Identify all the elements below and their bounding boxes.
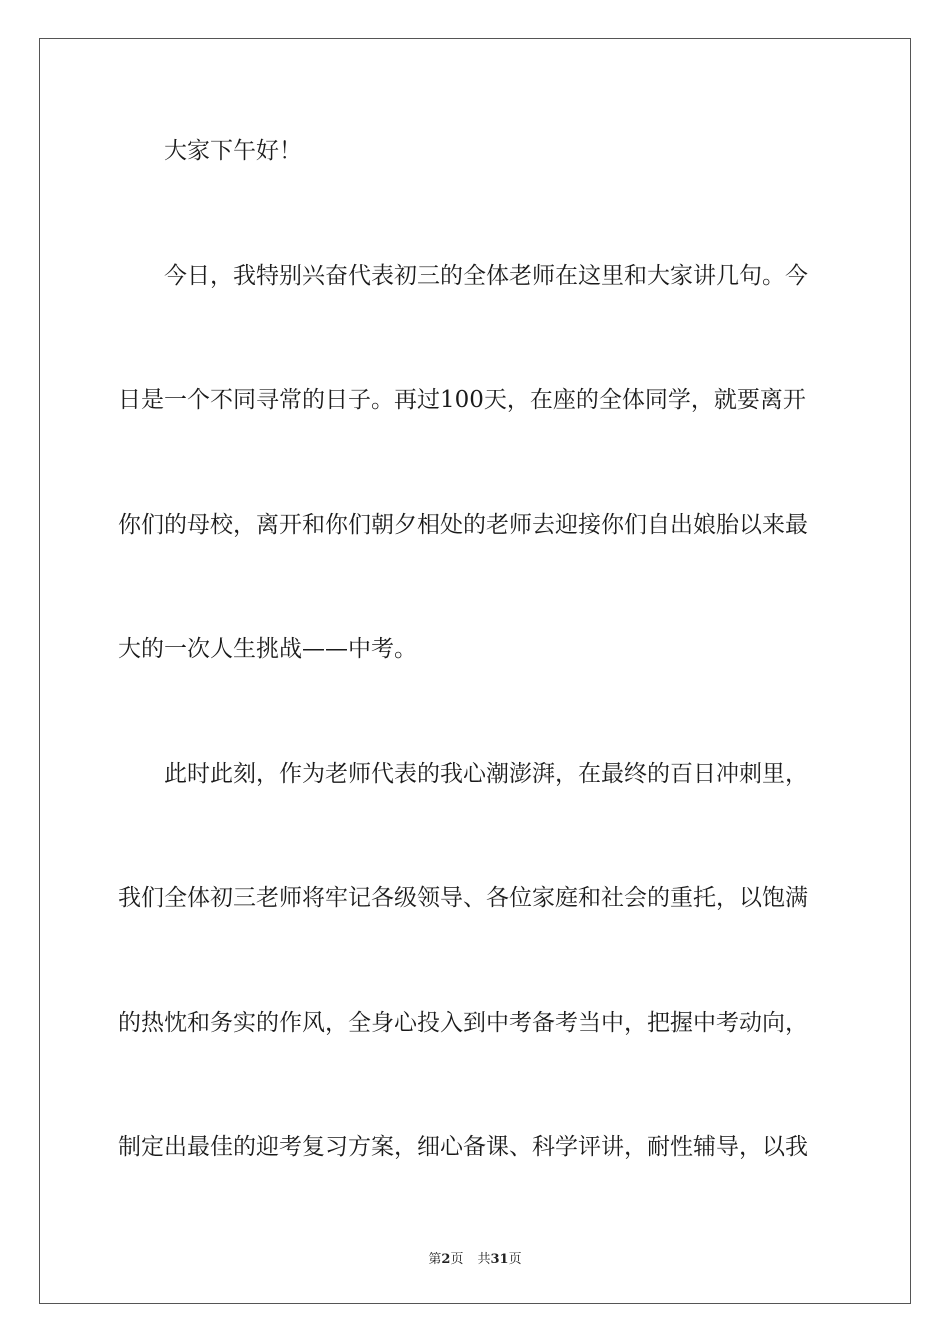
text-line-6: 此时此刻，作为老师代表的我心潮澎湃，在最终的百日冲刺里， [164, 761, 808, 787]
text-line-5: 大的一次人生挑战——中考。 [118, 636, 417, 662]
page-prefix: 第 [428, 1252, 442, 1267]
page-frame [39, 38, 911, 1304]
text-line-2: 今日，我特别兴奋代表初三的全体老师在这里和大家讲几句。今 [164, 263, 808, 289]
page-current: 2 [441, 1252, 451, 1267]
text-line-8: 的热忱和务实的作风，全身心投入到中考备考当中，把握中考动向， [118, 1010, 808, 1036]
text-line-4: 你们的母校，离开和你们朝夕相处的老师去迎接你们自出娘胎以来最 [118, 512, 808, 538]
total-prefix: 共 [477, 1252, 491, 1267]
text-line-1: 大家下午好！ [164, 138, 302, 164]
text-line-3: 日是一个不同寻常的日子。再过100天，在座的全体同学，就要离开 [118, 387, 806, 413]
page-footer [0, 1248, 950, 1267]
page-suffix: 页 [450, 1252, 464, 1267]
text-line-9: 制定出最佳的迎考复习方案，细心备课、科学评讲，耐性辅导，以我 [118, 1134, 808, 1160]
text-line-7: 我们全体初三老师将牢记各级领导、各位家庭和社会的重托，以饱满 [118, 885, 808, 911]
total-suffix: 页 [508, 1252, 522, 1267]
page-total: 31 [490, 1252, 509, 1267]
